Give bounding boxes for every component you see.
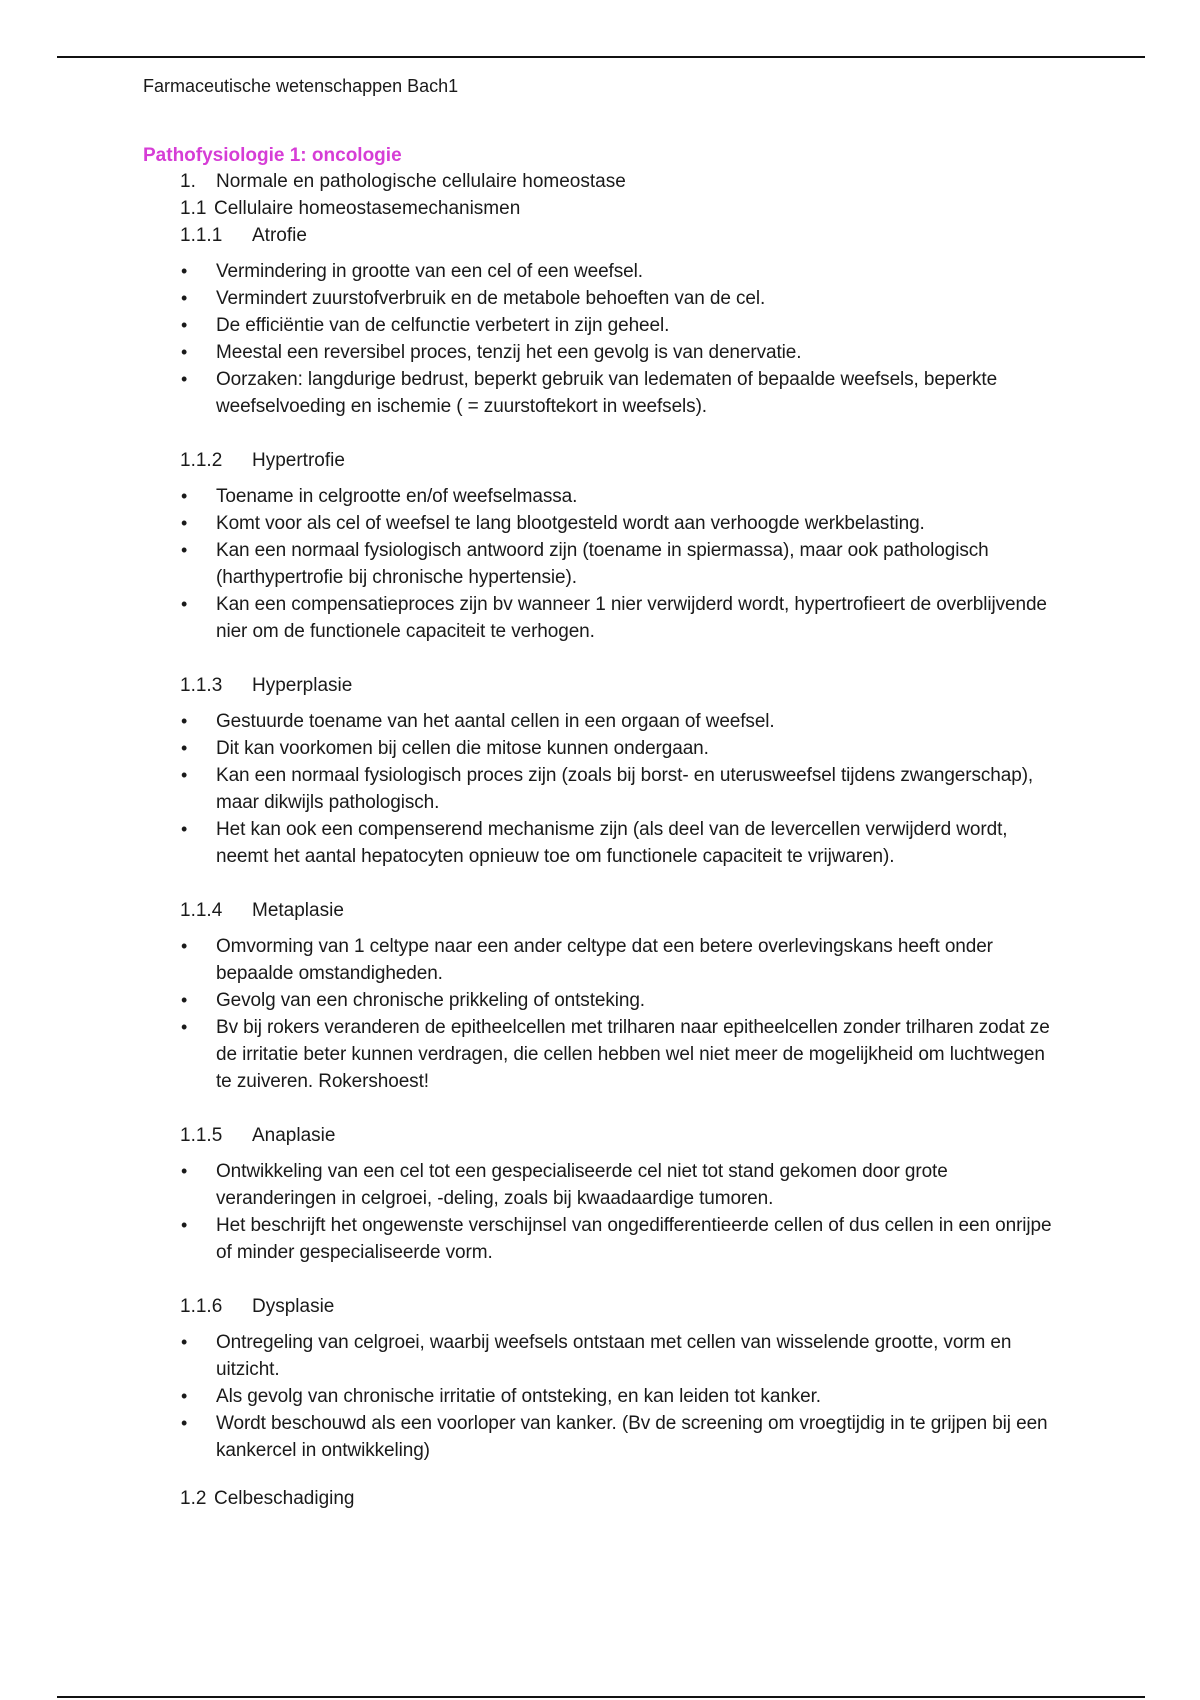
list-item: • Komt voor als cel of weefsel te lang blootgesteld wordt aan verhoogde werkbelasting. <box>143 510 1063 537</box>
section-1-1-2 <box>143 447 1063 645</box>
heading-number: 1.1.1 <box>180 225 223 246</box>
list-item: • Kan een normaal fysiologisch proces zijn (zoals bij borst- en uterusweefsel tijdens zwangerschap), maar dikwijls pathologisch. <box>143 762 1063 816</box>
heading-1-2 <box>143 1485 1063 1512</box>
heading-text: Normale en pathologische cellulaire homeostase <box>216 171 626 192</box>
section-1-1-4 <box>143 897 1063 1095</box>
list-item: • Oorzaken: langdurige bedrust, beperkt gebruik van ledematen of bepaalde weefsels, beperkte weefselvoeding en ischemie ( = zuurstoftekort in weefsels). <box>143 366 1063 420</box>
heading-number: 1.1.3 <box>180 675 223 696</box>
document-header: Farmaceutische wetenschappen Bach1 <box>143 76 459 96</box>
list-item: • Vermindert zuurstofverbruik en de metabole behoeften van de cel. <box>143 285 1063 312</box>
heading-1-1 <box>143 195 1063 222</box>
list-item: • Omvorming van 1 celtype naar een ander celtype dat een betere overlevingskans heeft onder bepaalde omstandigheden. <box>143 933 1063 987</box>
heading-number: 1.1.2 <box>180 450 223 471</box>
list-item: • Gestuurde toename van het aantal cellen in een orgaan of weefsel. <box>143 708 1063 735</box>
bullet-list <box>143 258 1063 420</box>
section-heading <box>143 897 1063 924</box>
section-heading <box>143 1293 1063 1320</box>
bullet-list <box>143 483 1063 645</box>
list-item: • Kan een normaal fysiologisch antwoord zijn (toename in spiermassa), maar ook pathologisch (harthypertrofie bij chronische hypertensie). <box>143 537 1063 591</box>
heading-number: 1.1 <box>180 198 207 219</box>
bullet-list <box>143 1329 1063 1464</box>
document-page <box>143 74 1063 1512</box>
section-heading <box>143 447 1063 474</box>
section-1-1-3 <box>143 672 1063 870</box>
list-item: • Bv bij rokers veranderen de epitheelcellen met trilharen naar epitheelcellen zonder trilharen zodat ze de irritatie beter kunnen verdragen, die cellen hebben wel niet meer de mogelijkheid om luchtwegen te zuiveren. Rokershoest! <box>143 1014 1063 1095</box>
heading-text: Celbeschadiging <box>214 1488 355 1509</box>
list-item: • Kan een compensatieproces zijn bv wanneer 1 nier verwijderd wordt, hypertrofieert de overblijvende nier om de functionele capaciteit te verhogen. <box>143 591 1063 645</box>
heading-text: Metaplasie <box>252 900 344 921</box>
heading-number: 1.1.4 <box>180 900 223 921</box>
list-item: • Gevolg van een chronische prikkeling of ontsteking. <box>143 987 1063 1014</box>
bullet-list <box>143 1158 1063 1266</box>
list-item: • Dit kan voorkomen bij cellen die mitose kunnen ondergaan. <box>143 735 1063 762</box>
header-rule <box>57 56 1145 58</box>
heading-text: Hypertrofie <box>252 450 345 471</box>
list-item: • De efficiëntie van de celfunctie verbetert in zijn geheel. <box>143 312 1063 339</box>
footer-rule <box>57 1696 1145 1698</box>
section-heading <box>143 222 1063 249</box>
heading-number: 1. <box>180 171 196 192</box>
list-item: • Het beschrijft het ongewenste verschijnsel van ongedifferentieerde cellen of dus cellen in een onrijpe of minder gespecialiseerde vorm. <box>143 1212 1063 1266</box>
heading-text: Dysplasie <box>252 1296 335 1317</box>
list-item: • Wordt beschouwd als een voorloper van kanker. (Bv de screening om vroegtijdig in te grijpen bij een kankercel in ontwikkeling) <box>143 1410 1063 1464</box>
heading-number: 1.1.5 <box>180 1125 223 1146</box>
heading-1 <box>143 168 1063 195</box>
heading-text: Hyperplasie <box>252 675 353 696</box>
list-item: • Toename in celgrootte en/of weefselmassa. <box>143 483 1063 510</box>
bullet-list <box>143 708 1063 870</box>
heading-text: Cellulaire homeostasemechanismen <box>214 198 521 219</box>
heading-number: 1.1.6 <box>180 1296 223 1317</box>
list-item: • Meestal een reversibel proces, tenzij het een gevolg is van denervatie. <box>143 339 1063 366</box>
section-heading <box>143 1122 1063 1149</box>
list-item: • Ontwikkeling van een cel tot een gespecialiseerde cel niet tot stand gekomen door grote veranderingen in celgroei, -deling, zoals bij kwaadaardige tumoren. <box>143 1158 1063 1212</box>
sections-container <box>143 222 1063 1464</box>
heading-text: Atrofie <box>252 225 307 246</box>
bullet-list <box>143 933 1063 1095</box>
section-1-1-1 <box>143 222 1063 420</box>
list-item: • Vermindering in grootte van een cel of een weefsel. <box>143 258 1063 285</box>
heading-number: 1.2 <box>180 1488 207 1509</box>
section-heading <box>143 672 1063 699</box>
section-1-1-5 <box>143 1122 1063 1266</box>
section-1-1-6 <box>143 1293 1063 1464</box>
list-item: • Ontregeling van celgroei, waarbij weefsels ontstaan met cellen van wisselende grootte, vorm en uitzicht. <box>143 1329 1063 1383</box>
heading-text: Anaplasie <box>252 1125 336 1146</box>
list-item: • Als gevolg van chronische irritatie of ontsteking, en kan leiden tot kanker. <box>143 1383 1063 1410</box>
list-item: • Het kan ook een compenserend mechanisme zijn (als deel van de levercellen verwijderd wordt, neemt het aantal hepatocyten opnieuw toe om functionele capaciteit te vrijwaren). <box>143 816 1063 870</box>
document-title: Pathofysiologie 1: oncologie <box>143 145 402 166</box>
